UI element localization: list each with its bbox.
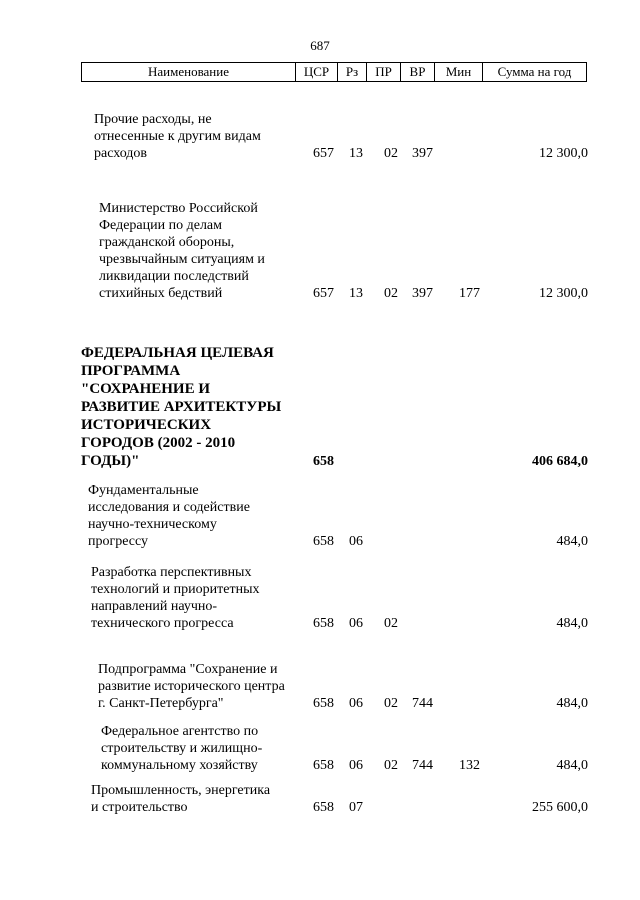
row-rz: 13: [349, 286, 363, 301]
header-vr: ВР: [401, 63, 435, 82]
row-sum: 406 684,0: [532, 454, 588, 469]
row-sum: 484,0: [556, 616, 588, 631]
row-name: Министерство Российской Федерации по делам гражданской обороны, чрезвычайным ситуациям и ликвидации последствий стихийных бедствий: [99, 201, 265, 301]
row-name: Промышленность, энергетика и строительство: [91, 783, 271, 815]
row-rz: 06: [349, 534, 363, 549]
row-name: Прочие расходы, не отнесенные к другим видам расходов: [94, 112, 261, 161]
row-min: 177: [459, 286, 480, 301]
row-rz: 07: [349, 800, 363, 815]
page-number: 687: [310, 38, 330, 53]
header-pr: ПР: [367, 63, 401, 82]
row-csr: 657: [313, 286, 334, 301]
row-csr: 658: [313, 616, 334, 631]
table-row: [0, 720, 640, 774]
table-header: [81, 62, 587, 82]
row-name: Разработка перспективных технологий и приоритетных направлений научно- технического прогресса: [91, 565, 260, 631]
row-sum: 12 300,0: [539, 286, 588, 301]
header-min: Мин: [435, 63, 483, 82]
header-name: Наименование: [82, 63, 296, 82]
row-name: Фундаментальные исследования и содействие научно-техническому прогрессу: [88, 483, 250, 549]
row-sum: 255 600,0: [532, 800, 588, 815]
row-rz: 06: [349, 758, 363, 773]
row-pr: 02: [384, 696, 398, 711]
row-name: Подпрограмма "Сохранение и развитие исторического центра г. Санкт-Петербурга": [98, 662, 285, 711]
header-csr: ЦСР: [296, 63, 338, 82]
row-csr: 657: [313, 146, 334, 161]
row-csr: 658: [313, 534, 334, 549]
row-sum: 484,0: [556, 534, 588, 549]
row-pr: 02: [384, 616, 398, 631]
row-rz: 06: [349, 696, 363, 711]
row-vr: 397: [412, 146, 433, 161]
row-vr: 744: [412, 758, 433, 773]
row-pr: 02: [384, 146, 398, 161]
row-rz: 13: [349, 146, 363, 161]
row-vr: 397: [412, 286, 433, 301]
row-pr: 02: [384, 286, 398, 301]
row-vr: 744: [412, 696, 433, 711]
table-row: [0, 562, 640, 632]
row-csr: 658: [313, 758, 334, 773]
table-row: [0, 480, 640, 550]
header-rz: Рз: [338, 63, 367, 82]
row-pr: 02: [384, 758, 398, 773]
row-sum: 484,0: [556, 758, 588, 773]
row-sum: 484,0: [556, 696, 588, 711]
table-row: [0, 778, 640, 816]
row-sum: 12 300,0: [539, 146, 588, 161]
table-row: [0, 658, 640, 712]
table-row: [0, 190, 640, 302]
row-csr: 658: [313, 454, 334, 469]
row-name: Федеральное агентство по строительству и жилищно- коммунальному хозяйству: [101, 724, 263, 773]
table-row: [0, 340, 640, 470]
table-row: [0, 100, 640, 162]
row-rz: 06: [349, 616, 363, 631]
row-min: 132: [459, 758, 480, 773]
row-name: ФЕДЕРАЛЬНАЯ ЦЕЛЕВАЯ ПРОГРАММА "СОХРАНЕНИЕ И РАЗВИТИЕ АРХИТЕКТУРЫ ИСТОРИЧЕСКИХ ГОРОДОВ (2002 - 2010 ГОДЫ)": [81, 345, 282, 469]
header-sum: Сумма на год: [483, 63, 587, 82]
row-csr: 658: [313, 696, 334, 711]
row-csr: 658: [313, 800, 334, 815]
